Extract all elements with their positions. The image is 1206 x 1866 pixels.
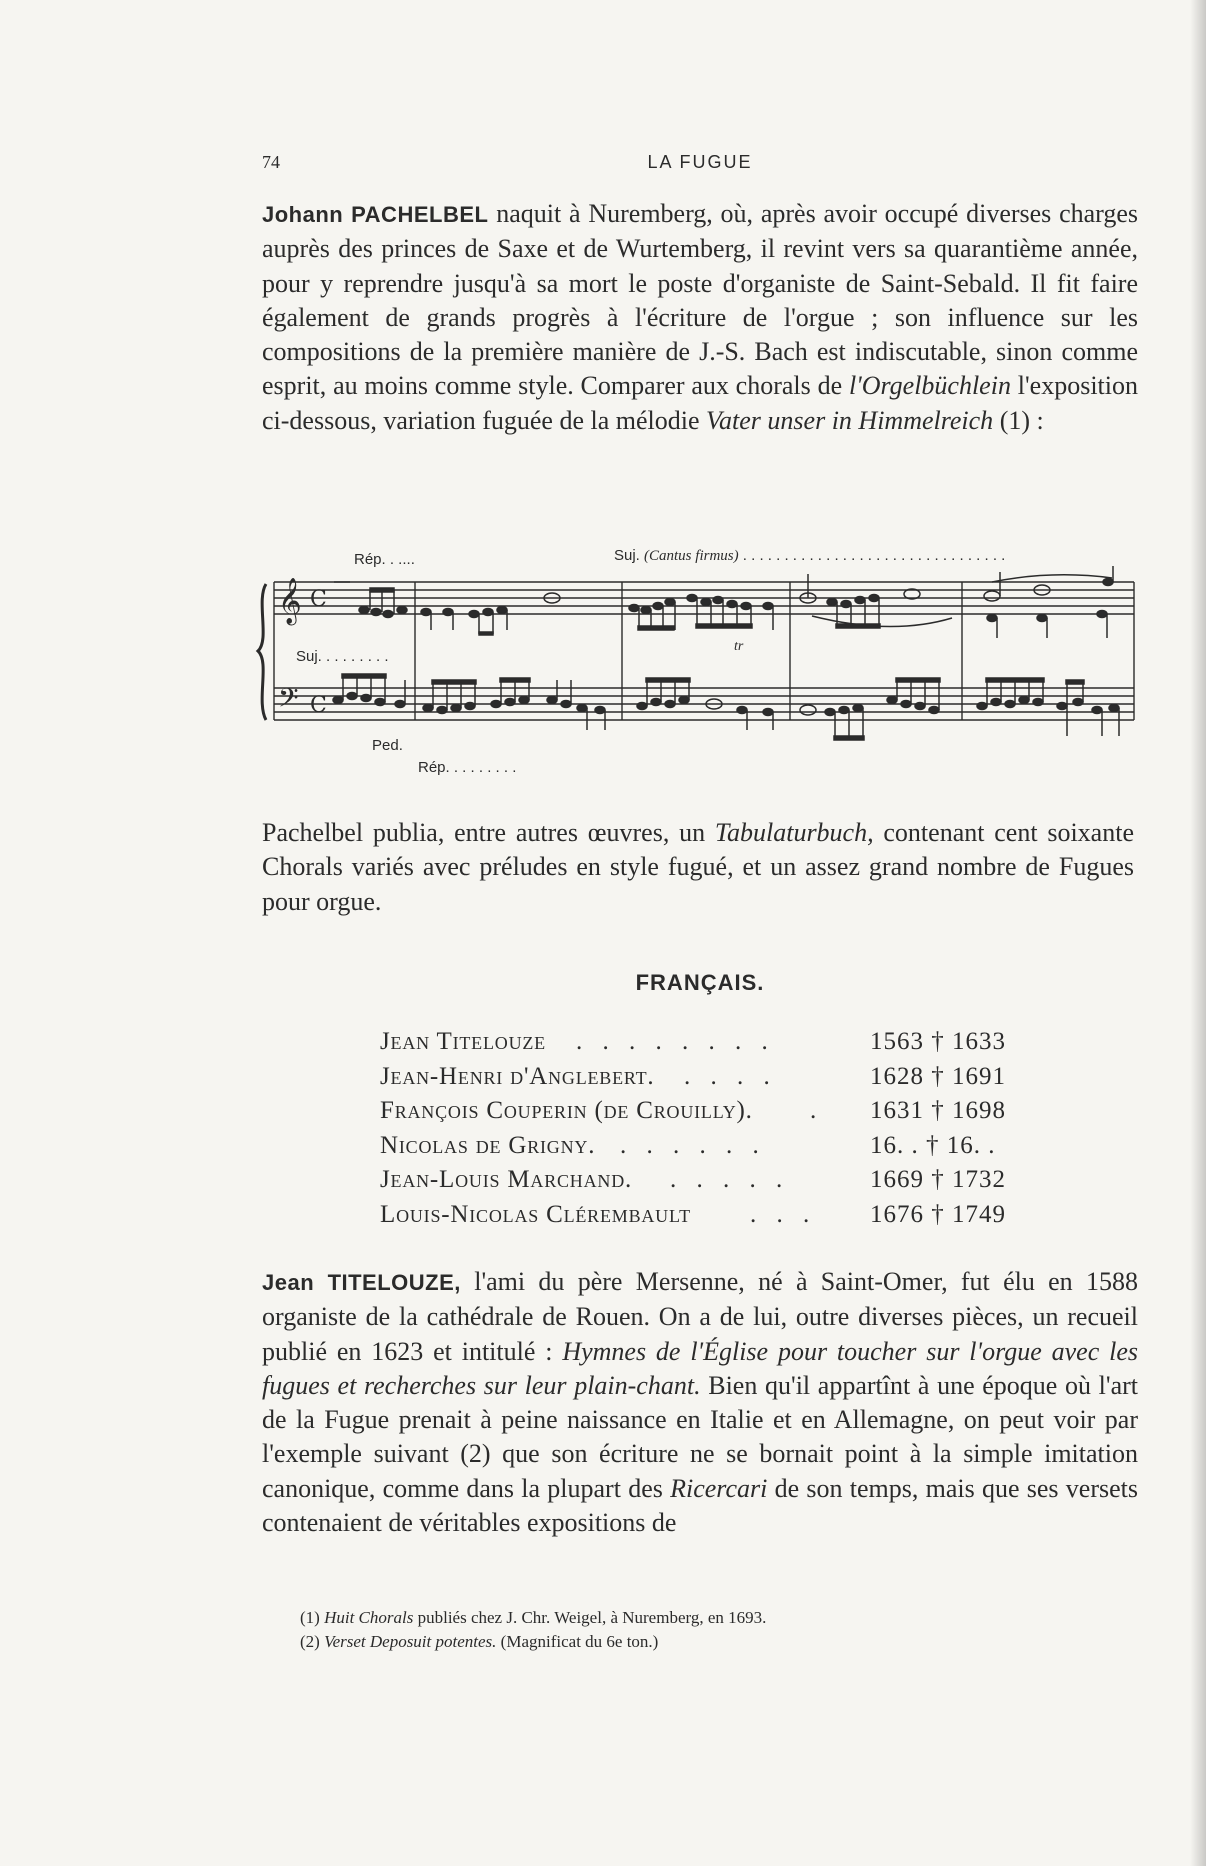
footnote-italic: Huit Chorals <box>324 1608 414 1627</box>
work-title-tabulaturbuch: Tabulaturbuch, <box>714 818 874 847</box>
work-title-orgelbuchlein: l'Orgelbüchlein <box>848 371 1011 401</box>
leader-dots: . . . . . . . . <box>576 1028 775 1055</box>
composer-name: Louis-Nicolas Clérembault <box>380 1200 691 1228</box>
leader-dots: . . . . . <box>670 1166 790 1194</box>
composer-name-titelouze: Jean TITELOUZE, <box>262 1270 461 1295</box>
label-cantus-firmus: (Cantus firmus) <box>644 548 739 564</box>
paragraph-pachelbel <box>262 197 1138 438</box>
composer-dates: 1631 † 1698 <box>870 1097 1006 1125</box>
paragraph-titelouze <box>262 1265 1138 1540</box>
label-suj-top-dots: . . . . . . . . . . . . . . . . . . . . . . . . . . . . . . . . <box>738 547 1006 564</box>
paragraph-text: l'exposition ci-dessous, variation fuguée de la mélodie <box>262 371 1139 435</box>
page-edge-shadow <box>1190 0 1206 1866</box>
leader-dots: . . . . . . <box>620 1131 766 1159</box>
composer-name-pachelbel: Johann PACHELBEL <box>262 202 489 227</box>
work-title-hymnes: Hymnes de l'Église pour toucher sur l'orgue avec les fugues et recherches sur leur plain-chant. <box>262 1336 1138 1400</box>
paragraph-tabulaturbuch <box>262 816 1134 919</box>
composer-row <box>380 1132 1040 1167</box>
paragraph-text: Bien qu'il appartînt à une époque où l'art de la Fugue prenait à peine naissance en Italie et en Allemagne, on peut voir par l'exemple suivant (2) que son écriture ne se bornait point à la simple imitation canonique, comme dans la plupart des <box>262 1370 1139 1503</box>
composer-row <box>380 1201 1040 1236</box>
composer-list <box>380 1028 1040 1236</box>
composer-row <box>380 1166 1040 1201</box>
running-title: LA FUGUE <box>647 152 753 172</box>
running-head <box>262 152 1138 178</box>
composer-name: Jean Titelouze <box>380 1028 546 1055</box>
music-notes <box>333 566 1119 740</box>
trill-mark: tr <box>734 639 744 654</box>
music-score-example <box>252 540 1142 780</box>
footnote-2 <box>300 1630 658 1654</box>
composer-name: Jean-Henri d'Anglebert. <box>380 1062 655 1090</box>
composer-dates: 1676 † 1749 <box>870 1200 1006 1228</box>
leader-dots: . . . . <box>684 1062 777 1090</box>
footnote-number: (1) <box>300 1608 325 1627</box>
composer-dates: 1563 † 1633 <box>870 1028 1006 1055</box>
footnote-text: (Magnificat du 6e ton.) <box>496 1632 659 1651</box>
leader-dots: . <box>810 1097 824 1125</box>
composer-dates: 1669 † 1732 <box>870 1166 1006 1194</box>
paragraph-text: contenant cent soixante Chorals variés avec préludes en style fugué, et un assez grand nombre de Fugues pour orgue. <box>262 818 1134 916</box>
label-ped: Ped. <box>372 737 403 754</box>
common-time-icon: C <box>310 587 327 612</box>
section-heading: FRANÇAIS. <box>635 970 765 995</box>
label-suj-top-prefix: Suj. <box>614 547 645 564</box>
common-time-icon: C <box>310 693 327 718</box>
page-number: 74 <box>262 152 280 172</box>
footnote-1 <box>300 1606 766 1630</box>
work-title-ricercari: Ricercari <box>670 1473 768 1503</box>
composer-row <box>380 1063 1040 1098</box>
label-rep-bottom: Rép. . . . . . . . . <box>418 759 517 776</box>
footnote-italic: Verset Deposuit potentes. <box>324 1632 497 1651</box>
treble-clef-icon: 𝄞 <box>278 578 302 624</box>
footnote-text: publiés chez J. Chr. Weigel, à Nuremberg, en 1693. <box>413 1608 767 1627</box>
composer-dates: 1628 † 1691 <box>870 1062 1006 1090</box>
footnote-ref: (1) : <box>993 405 1044 435</box>
brace-icon <box>258 584 266 720</box>
bass-clef-icon: 𝄢 <box>278 682 299 720</box>
melody-title: Vater unser in Himmelreich <box>706 405 994 435</box>
leader-dots: . . . <box>750 1200 817 1228</box>
label-suj-top <box>614 547 1005 564</box>
footnote-number: (2) <box>300 1632 325 1651</box>
composer-row <box>380 1028 1040 1063</box>
paragraph-text: l'ami du père Mersenne, né à Saint-Omer, fut élu en 1588 organiste de la cathédrale de Rouen. On a de lui, outre diverses pièces, un recueil publié en 1623 et intitulé : <box>262 1267 1138 1366</box>
composer-name: François Couperin (de Crouilly). <box>380 1097 753 1125</box>
composer-dates: 16. . † 16. . <box>870 1131 996 1159</box>
composer-row <box>380 1097 1040 1132</box>
paragraph-text: de son temps, mais que ses versets contenaient de véritables expositions de <box>262 1473 1138 1538</box>
label-rep-top: Rép. . .... <box>354 551 415 568</box>
label-suj-left: Suj. . . . . . . . . <box>296 648 389 665</box>
paragraph-text: naquit à Nuremberg, où, après avoir occupé diverses charges auprès des princes de Saxe et de Wurtemberg, il revint vers sa quarantième année, pour y reprendre jusqu'à sa mort le poste d'organiste de Saint-Sebald. Il fit faire également de grands progrès à l'écriture de l'orgue ; son influence sur les compositions de la première manière de J.-S. Bach est indiscutable, sinon comme esprit, au moins comme style. Comparer aux chorals de <box>262 199 1139 401</box>
composer-name: Jean-Louis Marchand. <box>380 1166 633 1194</box>
paragraph-text: Pachelbel publia, entre autres œuvres, un <box>262 818 715 847</box>
composer-name: Nicolas de Grigny. <box>380 1131 596 1159</box>
